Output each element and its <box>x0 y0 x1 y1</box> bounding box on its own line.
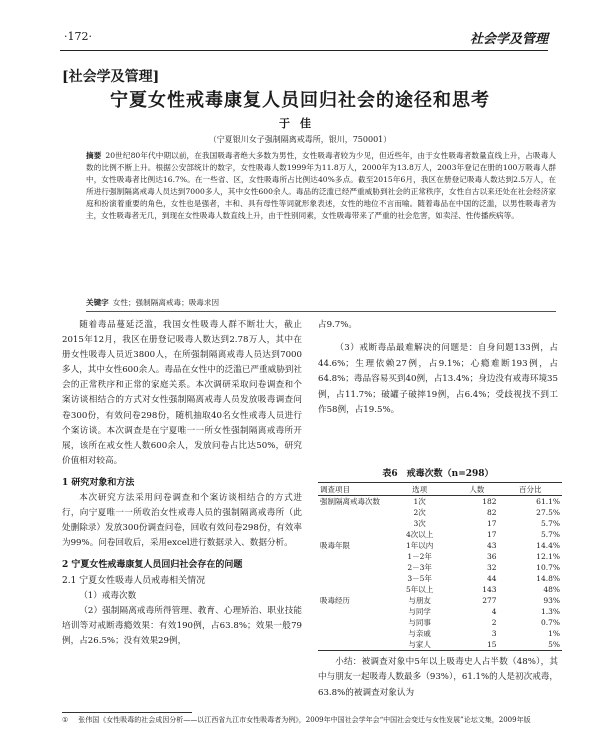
table-cell: 5.7% <box>540 530 560 539</box>
keywords-label: 关键字 <box>86 298 109 307</box>
table-cell: 36 <box>487 552 497 561</box>
right-column <box>318 318 558 418</box>
table-row <box>318 639 562 651</box>
item-3-paragraph: （3）戒断毒品最难解决的问题是：自身问题133例，占44.6%；生理依赖27例，占9.1%；心瘾难断193例，占64.8%；毒品容易买到40例，占13.4%；身边没有戒毒环境35例，占11.7%；破罐子破摔19例，占6.4%；受歧视找不到工作58例，占19.5%。 <box>318 343 558 416</box>
table-header-row <box>318 483 562 496</box>
table-cell: 32 <box>487 563 497 572</box>
table-row <box>318 540 562 551</box>
table-cell <box>318 551 384 562</box>
table-cell: 14.8% <box>536 574 560 583</box>
table-cell: 4次以上 <box>406 530 434 539</box>
summary-block <box>318 655 558 701</box>
table-row <box>318 518 562 529</box>
table-cell: 5.7% <box>540 519 560 528</box>
table-cell: 1年以内 <box>406 541 434 550</box>
section-1-heading: 1 研究对象和方法 <box>62 477 135 488</box>
item-1: （1）戒毒次数 <box>79 590 137 601</box>
left-column <box>62 318 302 649</box>
table-row <box>318 595 562 606</box>
table-row <box>318 628 562 639</box>
table-cell: 2 <box>491 618 497 627</box>
table-body <box>318 496 562 651</box>
table-cell: 1.3% <box>540 607 560 616</box>
table-cell: 3 <box>491 629 497 638</box>
article-title: 宁夏女性戒毒康复人员回归社会的途径和思考 <box>110 90 490 111</box>
table-cell: 与朋友 <box>408 596 431 605</box>
rehab-count-table <box>318 482 562 651</box>
table-cell: 强制隔离戒毒次数 <box>320 497 380 506</box>
header-rule <box>60 50 548 51</box>
table-cell <box>318 639 384 651</box>
table-cell: 14.4% <box>536 541 560 550</box>
table-cell: 2次 <box>413 508 426 517</box>
table-cell: 143 <box>482 585 497 594</box>
abstract-text: 20世纪80年代中期以前，在我国吸毒者绝大多数为男性，女性吸毒者较为少见，但近些年，由于女性吸毒者数量直线上升，占吸毒人数的比例不断上升。根据公安部统计的数字，女性吸毒人数1999年为11.8万人，2000年为13.8万人，2003年登记在册的100万吸毒人群中，女性吸毒者比例达16.7%。在一些省、区，女性吸毒所占比例达40%多点。截至2015年6月，我区在册登记吸毒人数达到2.5万人，在所进行强制隔离戒毒人员达到7000多人，其中女性600余人。毒品的泛滥已经严重威胁到社会的正常秩序，女性自古以来还处在社会经济家庭和扮演着重要的角色，女性也是强者，丰和、具有母性等词就形象表述，女性的地位不言而喻。随着毒品在中国的泛滥，以男性吸毒者为主，女性吸毒者无几，到现在女性吸毒人数直线上升，由于性别同素，女性吸毒带来了严重的社会危害，如卖淫、性传播疾病等。 <box>86 151 556 221</box>
table-cell: 12.1% <box>536 552 560 561</box>
table-cell: 10.7% <box>536 563 560 572</box>
table-cell: 182 <box>482 497 497 506</box>
table-cell: 61.1% <box>536 497 560 506</box>
table-row <box>318 529 562 540</box>
table-cell: 44 <box>487 574 497 583</box>
table-cell: 0.7% <box>540 618 560 627</box>
table-cell: 与同事 <box>408 618 431 627</box>
table-header: 调查项目 <box>318 483 384 496</box>
footnote <box>62 715 562 725</box>
table-cell: 吸毒年限 <box>320 541 350 550</box>
table-cell: 43 <box>487 541 497 550</box>
table-row <box>318 496 562 508</box>
table-cell: 吸毒经历 <box>320 596 350 605</box>
table-row <box>318 573 562 584</box>
table-row <box>318 562 562 573</box>
footnote-mark: ① <box>62 716 69 724</box>
keywords-text: 女性；强制隔离戒毒；吸毒求因 <box>112 298 220 307</box>
table-cell: 5% <box>499 639 562 651</box>
author-affiliation: （宁夏银川女子强制隔离戒毒所，银川，750001） <box>208 135 392 144</box>
table-cell <box>318 617 384 628</box>
continuation-text: 占9.7%。 <box>318 320 358 330</box>
table-header: 百分比 <box>499 483 562 496</box>
table-row <box>318 606 562 617</box>
table-cell: 15 <box>455 639 498 651</box>
journal-section-name: 社会学及管理 <box>469 32 548 47</box>
table-cell: 2－3年 <box>407 563 432 572</box>
table-cell: 1－2年 <box>407 552 432 561</box>
table-cell: 1% <box>548 629 560 638</box>
table-caption: 表6 戒毒次数（n=298） <box>382 469 494 479</box>
table-cell <box>318 573 384 584</box>
table-cell: 5年以上 <box>406 585 434 594</box>
table-cell: 与亲戚 <box>408 629 431 638</box>
table-cell: 3次 <box>413 519 426 528</box>
table-row <box>318 584 562 595</box>
article-author: 于佳 <box>279 117 321 130</box>
section-2-heading: 2 宁夏女性戒毒康复人员回归社会存在的问题 <box>62 560 243 571</box>
item-2: （2）强制隔离戒毒所得管理、教育、心理矫治、职业技能培训等对戒断毒瘾效果：有效190例，占63.8%；效果一般79例，占26.5%；没有效果29例， <box>62 605 302 646</box>
table-cell: 48% <box>543 585 560 594</box>
table-cell: 3－5年 <box>407 574 432 583</box>
table-cell <box>318 529 384 540</box>
table-cell: 与家人 <box>384 639 455 651</box>
table-cell: 93% <box>543 596 560 605</box>
table-cell <box>318 562 384 573</box>
table-cell: 与同学 <box>408 607 431 616</box>
table-cell <box>318 584 384 595</box>
footnote-rule <box>62 712 192 713</box>
table-row <box>318 551 562 562</box>
abstract <box>86 150 556 223</box>
table-cell <box>318 606 384 617</box>
abstract-label: 摘要 <box>86 151 102 160</box>
section-1-body: 本次研究方法采用问卷调查和个案访谈相结合的方式进行，向宁夏唯一一所收治女性戒毒人员的强制隔离戒毒所（此处删除录）发放300份调查问卷，回收有效问卷298份，有效率为99%。问卷回收后，采用excel进行数据录入、数据分析。 <box>62 493 302 549</box>
article-category: [社会学及管理] <box>62 69 160 85</box>
table-cell: 17 <box>487 530 497 539</box>
table-header: 人数 <box>455 483 498 496</box>
table-row <box>318 617 562 628</box>
section-2-1-heading: 2.1 宁夏女性吸毒人员戒毒相关情况 <box>62 575 206 586</box>
table-cell: 1次 <box>413 497 426 506</box>
table-cell: 27.5% <box>536 508 560 517</box>
table-header: 选项 <box>384 483 455 496</box>
keywords <box>86 297 556 308</box>
table-cell: 17 <box>487 519 497 528</box>
table-cell: 277 <box>482 596 497 605</box>
intro-paragraph: 随着毒品蔓延泛滥，我国女性吸毒人群不断壮大，截止2015年12月，我区在册登记吸毒人数达到2.78万人，其中在册女性吸毒人员近3800人，在所强制隔离戒毒人员达到7000多人，其中女性600余人。毒品在女性中的泛滥已严重威胁到社会的正常秩序和正常的家庭关系。本次调研采取问卷调查和个案访谈相结合的方式对女性强制隔离戒毒人员发放吸毒调查问卷300份，有效问卷298份，随机抽取40名女性戒毒人员进行个案访谈。本次调查是在宁夏唯一一所女性强制隔离戒毒所开展，该所在戒女性人数600余人，发放问卷占比达50%，研究价值相对较高。 <box>62 320 302 466</box>
table-cell: 82 <box>487 508 497 517</box>
page-number: ·172· <box>64 30 92 43</box>
table-row <box>318 507 562 518</box>
footnote-text: 张伟国《女性吸毒的社会成因分析——以江西省九江市女性吸毒者为例》，2009年中国社会学年会“中国社会变迁与女性发展”论坛文集，2009年版 <box>78 716 531 724</box>
summary-paragraph: 小结：被调查对象中5年以上吸毒史人占半数（48%），其中与朋友一起吸毒人数最多（93%），61.1%的人是初次戒毒，63.8%的被调查对象认为 <box>318 657 558 698</box>
table-cell: 4 <box>491 607 497 616</box>
table-cell <box>318 507 384 518</box>
table-cell <box>318 518 384 529</box>
table-cell <box>318 628 384 639</box>
keywords-rule <box>86 311 556 312</box>
